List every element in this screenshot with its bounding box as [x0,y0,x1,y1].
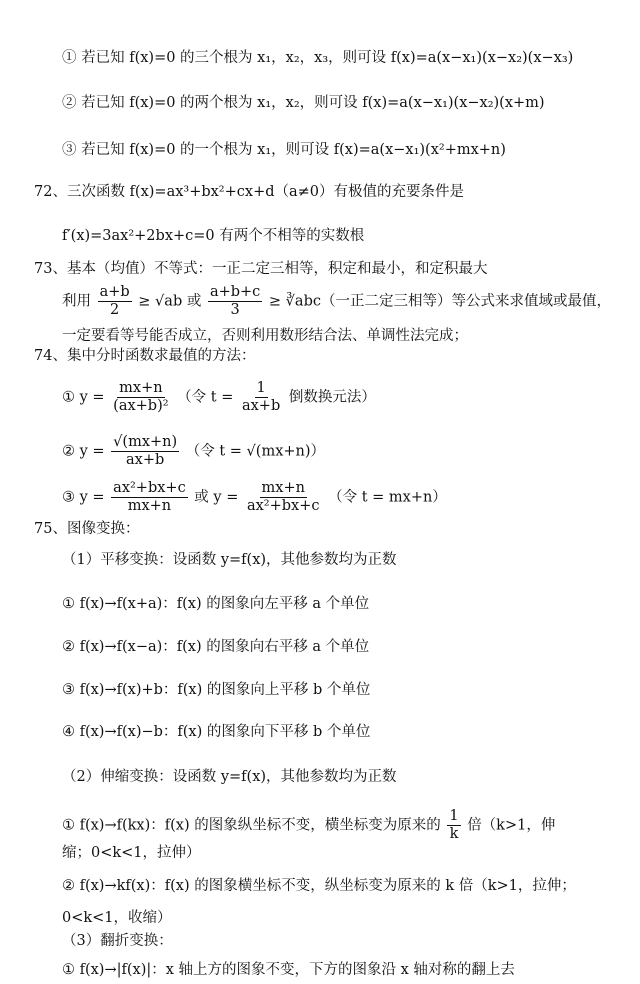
frac-den: ax+b [126,452,165,468]
m2-frac [111,434,179,469]
item-75-title: 75、图像变换： [34,521,140,537]
method-3 [62,480,447,515]
item-74-title: 74、集中分时函数求最值的方法： [34,348,256,364]
frac-num: ax²+bx+c [113,480,186,496]
m3-label: ③ y = [62,489,105,506]
translation-title: （1）平移变换：设函数 y=f(x)，其他参数均为正数 [62,552,397,568]
frac-abc-3 [208,284,262,319]
translation-3: ③ f(x)→f(x)+b：f(x) 的图象向上平移 b 个单位 [62,682,371,698]
frac-num: 1 [256,380,266,396]
ineq-prefix: 利用 [62,293,91,310]
m1-frac [111,380,170,415]
item-73-note: 一定要看等号能否成立，否则利用数形结合法、单调性法完成； [62,328,468,344]
flip-title: （3）翻折变换： [62,933,173,949]
item-73-inequality [62,284,611,319]
scaling-1 [62,808,555,843]
flip-1: ① f(x)→|f(x)|：x 轴上方的图象不变，下方的图象沿 x 轴对称的翻上去 [62,962,515,978]
item-73-title: 73、基本（均值）不等式：一正二定三相等，积定和最小，和定积最大 [34,261,488,277]
line-root2: ② 若已知 f(x)=0 的两个根为 x₁，x₂，则可设 f(x)=a(x−x₁)(x−x₂)(x+m) [62,95,545,111]
frac-den: k [449,826,459,842]
s1-prefix: ① f(x)→f(kx)：f(x) 的图象纵坐标不变，横坐标变为原来的 [62,817,441,834]
item-72-derivative: f′(x)=3ax²+2bx+c=0 有两个不相等的实数根 [62,228,365,244]
m3-suffix: （令 t = mx+n） [328,489,447,506]
frac-num: mx+n [261,480,305,496]
item-72-title: 72、三次函数 f(x)=ax³+bx²+cx+d（a≠0）有极值的充要条件是 [34,184,465,200]
m2-suffix: （令 t = √(mx+n)） [185,443,326,460]
line-root3: ① 若已知 f(x)=0 的三个根为 x₁，x₂，x₃，则可设 f(x)=a(x−x₁)(x−x₂)(x−x₃) [62,50,574,66]
m1-mid: （令 t = [177,389,234,406]
s1-suffix: 倍（k>1，伸 [467,817,556,834]
frac-den: ax+b [241,398,281,414]
frac-num: √(mx+n) [113,434,178,450]
m1-label: ① y = [62,389,105,406]
frac-ab-2 [98,284,132,319]
frac-num: a+b [99,284,130,300]
ineq-mid1: ≥ √ab 或 [138,293,202,310]
m3-mid: 或 y = [194,489,239,506]
m3-frac-2 [245,480,322,515]
ineq-mid2: ≥ ∛abc（一正二定三相等）等公式来求值域或最值， [268,293,611,310]
m3-frac [111,480,188,515]
s1-frac [447,808,460,843]
scaling-2-cont: 0<k<1，收缩） [62,910,172,926]
frac-den: (ax+b)² [113,398,169,414]
frac-num: mx+n [119,380,163,396]
frac-den: 3 [230,302,240,318]
m1-suffix: 倒数换元法） [288,389,376,406]
line-root1: ③ 若已知 f(x)=0 的一个根为 x₁，则可设 f(x)=a(x−x₁)(x²+mx+n) [62,142,506,158]
frac-num: a+b+c [209,284,261,300]
frac-den: 2 [110,302,120,318]
scaling-2: ② f(x)→kf(x)：f(x) 的图象横坐标不变，纵坐标变为原来的 k 倍（k>1，拉伸； [62,878,576,894]
method-2 [62,434,325,469]
frac-den: mx+n [127,498,172,514]
scaling-title: （2）伸缩变换：设函数 y=f(x)，其他参数均为正数 [62,769,397,785]
m2-label: ② y = [62,443,105,460]
frac-den: ax²+bx+c [246,498,320,514]
method-1 [62,380,376,415]
m1-inner-frac [240,380,282,415]
translation-1: ① f(x)→f(x+a)：f(x) 的图象向左平移 a 个单位 [62,596,370,612]
frac-num: 1 [449,808,459,824]
scaling-1-cont: 缩；0<k<1，拉伸） [62,845,201,861]
translation-4: ④ f(x)→f(x)−b：f(x) 的图象向下平移 b 个单位 [62,724,371,740]
translation-2: ② f(x)→f(x−a)：f(x) 的图象向右平移 a 个单位 [62,639,370,655]
